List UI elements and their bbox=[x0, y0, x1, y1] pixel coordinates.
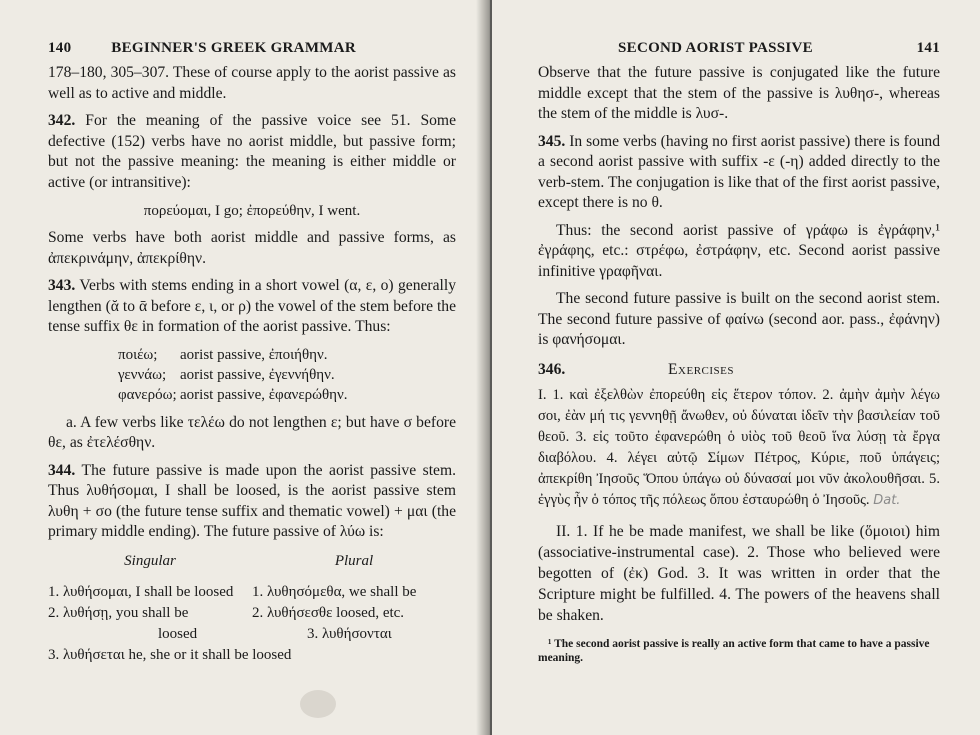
continued-paragraph: 178–180, 305–307. These of course apply to the aorist passive as well as to active and middle. bbox=[48, 64, 456, 102]
section-342-example: πορεύομαι, I go; ἐπορεύθην, I went. bbox=[143, 203, 361, 219]
left-page bbox=[0, 0, 488, 735]
right-running-title: SECOND AORIST PASSIVE bbox=[618, 40, 813, 56]
left-running-head bbox=[48, 40, 456, 57]
paradigm-plural-cell: 3. λυθήσονται bbox=[307, 625, 392, 642]
section-343-examples bbox=[118, 345, 456, 405]
right-page-number: 141 bbox=[916, 40, 940, 56]
paradigm-row bbox=[48, 645, 456, 666]
section-342-number: 342. bbox=[48, 112, 76, 129]
section-344 bbox=[48, 461, 456, 543]
example-gloss: aorist passive, ἐποιήθην. bbox=[180, 346, 328, 363]
example-greek: γεννάω; bbox=[118, 366, 167, 383]
section-345-thus: Thus: the second aorist passive of γράφω is ἐγράφην,¹ ἐγράφης, etc.: στρέφω, ἐστράφην, etc. Second aorist passive infinitive γραφῆναι. bbox=[538, 221, 940, 280]
section-345-second-future: The second future passive is built on the second aorist stem. The second future passive of φαίνω (second aor. pass., ἐφάνην) is φανήσομαι. bbox=[538, 290, 940, 348]
example-row bbox=[118, 345, 456, 365]
english-exercises: II. 1. If he be made manifest, we shall be like (ὅμοιοι) him (associative-instrumental case). 2. Those who believed were begotten of (ἐκ) God. 3. It was written in order that the Scripture might be fulfilled. 4. The powers of the heavens shall be shaken. bbox=[538, 522, 940, 624]
section-344-text: The future passive is made upon the aorist passive stem. Thus λυθήσομαι, I shall be loosed, is the aorist passive stem λυθη + σο (the future tense suffix and thematic vowel) + μαι (the primary middle ending). The future passive of λύω is: bbox=[48, 461, 456, 540]
handwritten-note: Dat. bbox=[873, 492, 901, 508]
greek-exercises bbox=[538, 385, 940, 511]
section-342 bbox=[48, 111, 456, 193]
page-smudge bbox=[300, 690, 336, 718]
paradigm-singular-cell: 1. λυθήσομαι, I shall be loosed bbox=[48, 583, 234, 600]
example-row bbox=[118, 365, 456, 385]
future-passive-paradigm bbox=[48, 551, 456, 666]
example-row bbox=[118, 385, 456, 405]
example-greek: φανερόω; bbox=[118, 386, 177, 403]
section-345 bbox=[538, 132, 940, 214]
paradigm-row bbox=[48, 603, 456, 624]
section-343-note-a: a. A few verbs like τελέω do not lengthen ε; but have σ before θε, as ἐτελέσθην. bbox=[48, 413, 456, 451]
section-345-number: 345. bbox=[538, 132, 566, 150]
section-343-number: 343. bbox=[48, 277, 76, 294]
paradigm-singular-head: Singular bbox=[124, 552, 176, 569]
observe-paragraph: Observe that the future passive is conjugated like the future middle except that the stem of the passive is λυθησ-, whereas the stem of the middle is λυσ-. bbox=[538, 64, 940, 122]
example-gloss: aorist passive, ἐφανερώθην. bbox=[180, 386, 348, 403]
right-running-head bbox=[538, 40, 940, 57]
paradigm-plural-head: Plural bbox=[334, 552, 374, 569]
section-346-heading bbox=[538, 361, 940, 379]
section-343 bbox=[48, 276, 456, 338]
right-page bbox=[492, 0, 980, 735]
exercises-title: Exercises bbox=[668, 360, 734, 378]
example-greek: ποιέω; bbox=[118, 346, 158, 363]
footnote: ¹ The second aorist passive is really an active form that came to have a passive meaning. bbox=[538, 638, 930, 664]
paradigm-plural-cell: 1. λυθησόμεθα, we shall be bbox=[252, 583, 417, 600]
paradigm-row bbox=[48, 582, 456, 603]
left-page-number: 140 bbox=[48, 40, 72, 56]
section-344-number: 344. bbox=[48, 461, 76, 479]
section-345-text: In some verbs (having no first aorist passive) there is found a second aorist passive with suffix -ε (-η) added directly to the verb-stem. The conjugation is like that of the first aorist passive, except there is no θ. bbox=[538, 132, 941, 211]
paradigm-singular-cell: 3. λυθήσεται he, she or it shall be loosed bbox=[48, 646, 292, 663]
paradigm-row bbox=[48, 624, 456, 645]
paradigm-singular-cell: 2. λυθήσῃ, you shall be bbox=[48, 604, 189, 621]
paradigm-plural-cell: 2. λυθήσεσθε loosed, etc. bbox=[252, 604, 405, 621]
paradigm-heads bbox=[48, 551, 456, 572]
paradigm-singular-cell: loosed bbox=[158, 625, 198, 642]
section-342-followup: Some verbs have both aorist middle and passive forms, as ἀπεκρινάμην, ἀπεκρίθην. bbox=[48, 229, 456, 267]
left-running-title: BEGINNER'S GREEK GRAMMAR bbox=[111, 40, 356, 56]
section-342-text: For the meaning of the passive voice see 51. Some defective (152) verbs have no aorist middle, but passive form; but not the passive meaning: the meaning is either middle or active (or intransitive): bbox=[48, 112, 456, 191]
example-gloss: aorist passive, ἐγεννήθην. bbox=[180, 366, 335, 383]
section-346-number: 346. bbox=[538, 360, 566, 378]
greek-exercises-text: I. 1. καὶ ἐξελθὼν ἐπορεύθη εἰς ἕτερον τόπον. 2. ἀμὴν ἀμὴν λέγω σοι, ἐὰν μή τις γεννηθῇ ἄνωθεν, οὐ δύναται ἰδεῖν τὴν βασιλείαν τοῦ θεοῦ. 3. εἰς τοῦτο ἐφανερώθη ὁ υἱὸς τοῦ θεοῦ ἵνα λύσῃ τὰ ἔργα διαβόλου. 4. λέγει αὐτῷ Σίμων Πέτρος, Κύριε, ποῦ ὑπάγεις; ἀπεκρίθη Ἰησοῦς Ὅπου ὑπάγω οὐ δύνασαί μοι νῦν ἀκολουθῆσαι. 5. ἐγγὺς ἦν ὁ τόπος τῆς πόλεως ὅπου ἐσταυρώθη ὁ Ἰησοῦς. bbox=[538, 386, 940, 508]
section-343-text: Verbs with stems ending in a short vowel (α, ε, ο) generally lengthen (ᾰ to ᾱ before ε, ι, or ρ) the vowel of the stem before the tense suffix θε in formation of the aorist passive. Thus: bbox=[48, 277, 456, 335]
